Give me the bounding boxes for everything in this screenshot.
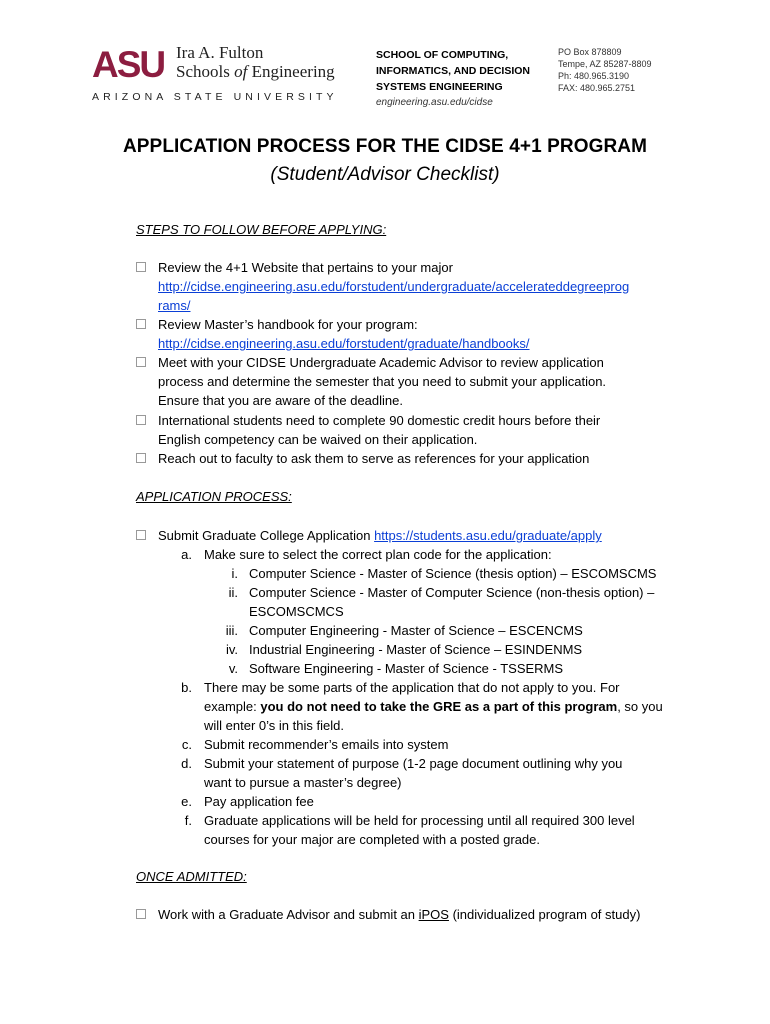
gre-note: you do not need to take the GRE as a part of this program — [260, 699, 618, 714]
item-text: English competency can be waived on their application. — [158, 432, 478, 447]
school-website: engineering.asu.edu/cidse — [376, 97, 493, 108]
asu-logo-mark — [92, 46, 166, 80]
item-text: Meet with your CIDSE Undergraduate Academic Advisor to review application — [158, 355, 604, 370]
page-title: APPLICATION PROCESS FOR THE CIDSE 4+1 PROGRAM — [122, 136, 648, 157]
checkbox-icon[interactable] — [136, 357, 146, 367]
item-text: process and determine the semester that you need to submit your application. — [158, 374, 607, 389]
section-heading-admitted: ONCE ADMITTED: — [136, 869, 247, 884]
section-heading-before: STEPS TO FOLLOW BEFORE APPLYING: — [136, 222, 387, 237]
contact-city: Tempe, AZ 85287-8809 — [558, 59, 652, 69]
checkbox-icon[interactable] — [136, 453, 146, 463]
plan-label: iv. — [225, 642, 238, 657]
school-line-2: INFORMATICS, AND DECISION — [376, 65, 530, 77]
step-label: a. — [181, 547, 192, 562]
item-text: Ensure that you are aware of the deadline. — [158, 393, 403, 408]
step-label: e. — [181, 794, 192, 809]
website-link[interactable]: http://cidse.engineering.asu.edu/forstudent/undergraduate/accelerateddegreeprog — [158, 279, 630, 294]
university-name: ARIZONA STATE UNIVERSITY — [92, 91, 338, 103]
website-link-cont[interactable]: rams/ — [158, 298, 191, 313]
item-text: International students need to complete 90 domestic credit hours before their — [158, 413, 601, 428]
step-label: f. — [184, 813, 192, 828]
step-label: b. — [181, 680, 192, 695]
step-text: Submit your statement of purpose (1-2 page document outlining why you want to pursue a master’s degree) — [204, 756, 623, 790]
fulton-line2: Schools of Engineering — [176, 62, 335, 81]
checkbox-icon[interactable] — [136, 909, 146, 919]
svg-text:ASU: ASU — [92, 46, 165, 80]
step-text: Submit recommender’s emails into system — [204, 737, 449, 752]
plan-text: Computer Engineering - Master of Science – ESCENCMS — [249, 623, 583, 638]
contact-fax: FAX: 480.965.2751 — [558, 83, 636, 93]
contact-pobox: PO Box 878809 — [558, 47, 622, 57]
item-text: Submit Graduate College Application https://students.asu.edu/graduate/apply — [158, 528, 602, 543]
checkbox-icon[interactable] — [136, 530, 146, 540]
contact-phone: Ph: 480.965.3190 — [558, 71, 630, 81]
plan-text-cont: ESCOMSCMCS — [249, 604, 344, 619]
step-text: There may be some parts of the application that do not apply to you. For example: you do not need to take the GRE as a part of this program, so you will enter 0’s in this field. — [204, 680, 663, 733]
plan-label: v. — [228, 661, 238, 676]
item-text: Review Master’s handbook for your program: — [158, 317, 418, 332]
school-name-block — [376, 47, 551, 111]
asu-fulton-logo — [92, 43, 338, 104]
plan-text: Industrial Engineering - Master of Science – ESINDENMS — [249, 642, 583, 657]
checkbox-icon[interactable] — [136, 262, 146, 272]
handbook-link[interactable]: http://cidse.engineering.asu.edu/forstudent/graduate/handbooks/ — [158, 336, 530, 351]
step-label: c. — [181, 737, 192, 752]
item-text: Review the 4+1 Website that pertains to your major — [158, 260, 453, 275]
step-text: Make sure to select the correct plan code for the application: — [204, 547, 552, 562]
step-text: Graduate applications will be held for processing until all required 300 level courses for your major are completed with a posted grade. — [204, 813, 635, 847]
section-heading-process: APPLICATION PROCESS: — [136, 489, 292, 504]
step-text: Pay application fee — [204, 794, 314, 809]
step-label: d. — [181, 756, 192, 771]
plan-text: Computer Science - Master of Computer Science (non-thesis option) – — [249, 585, 655, 600]
item-text: Reach out to faculty to ask them to serve as references for your application — [158, 451, 590, 466]
plan-label: ii. — [228, 585, 238, 600]
plan-label: iii. — [225, 623, 238, 638]
contact-block — [558, 46, 652, 94]
apply-link[interactable]: https://students.asu.edu/graduate/apply — [374, 528, 602, 543]
page-subtitle: (Student/Advisor Checklist) — [270, 164, 500, 185]
item-text: Work with a Graduate Advisor and submit an iPOS (individualized program of study) — [158, 907, 641, 922]
plan-label: i. — [231, 566, 238, 581]
plan-text: Software Engineering - Master of Science - TSSERMS — [249, 661, 564, 676]
plan-text: Computer Science - Master of Science (thesis option) – ESCOMSCMS — [249, 566, 657, 581]
ipos-link[interactable]: iPOS — [418, 907, 449, 922]
checkbox-icon[interactable] — [136, 415, 146, 425]
school-line-1: SCHOOL OF COMPUTING, — [376, 49, 509, 61]
checkbox-icon[interactable] — [136, 319, 146, 329]
school-line-3: SYSTEMS ENGINEERING — [376, 81, 503, 93]
fulton-line1: Ira A. Fulton — [176, 43, 264, 62]
